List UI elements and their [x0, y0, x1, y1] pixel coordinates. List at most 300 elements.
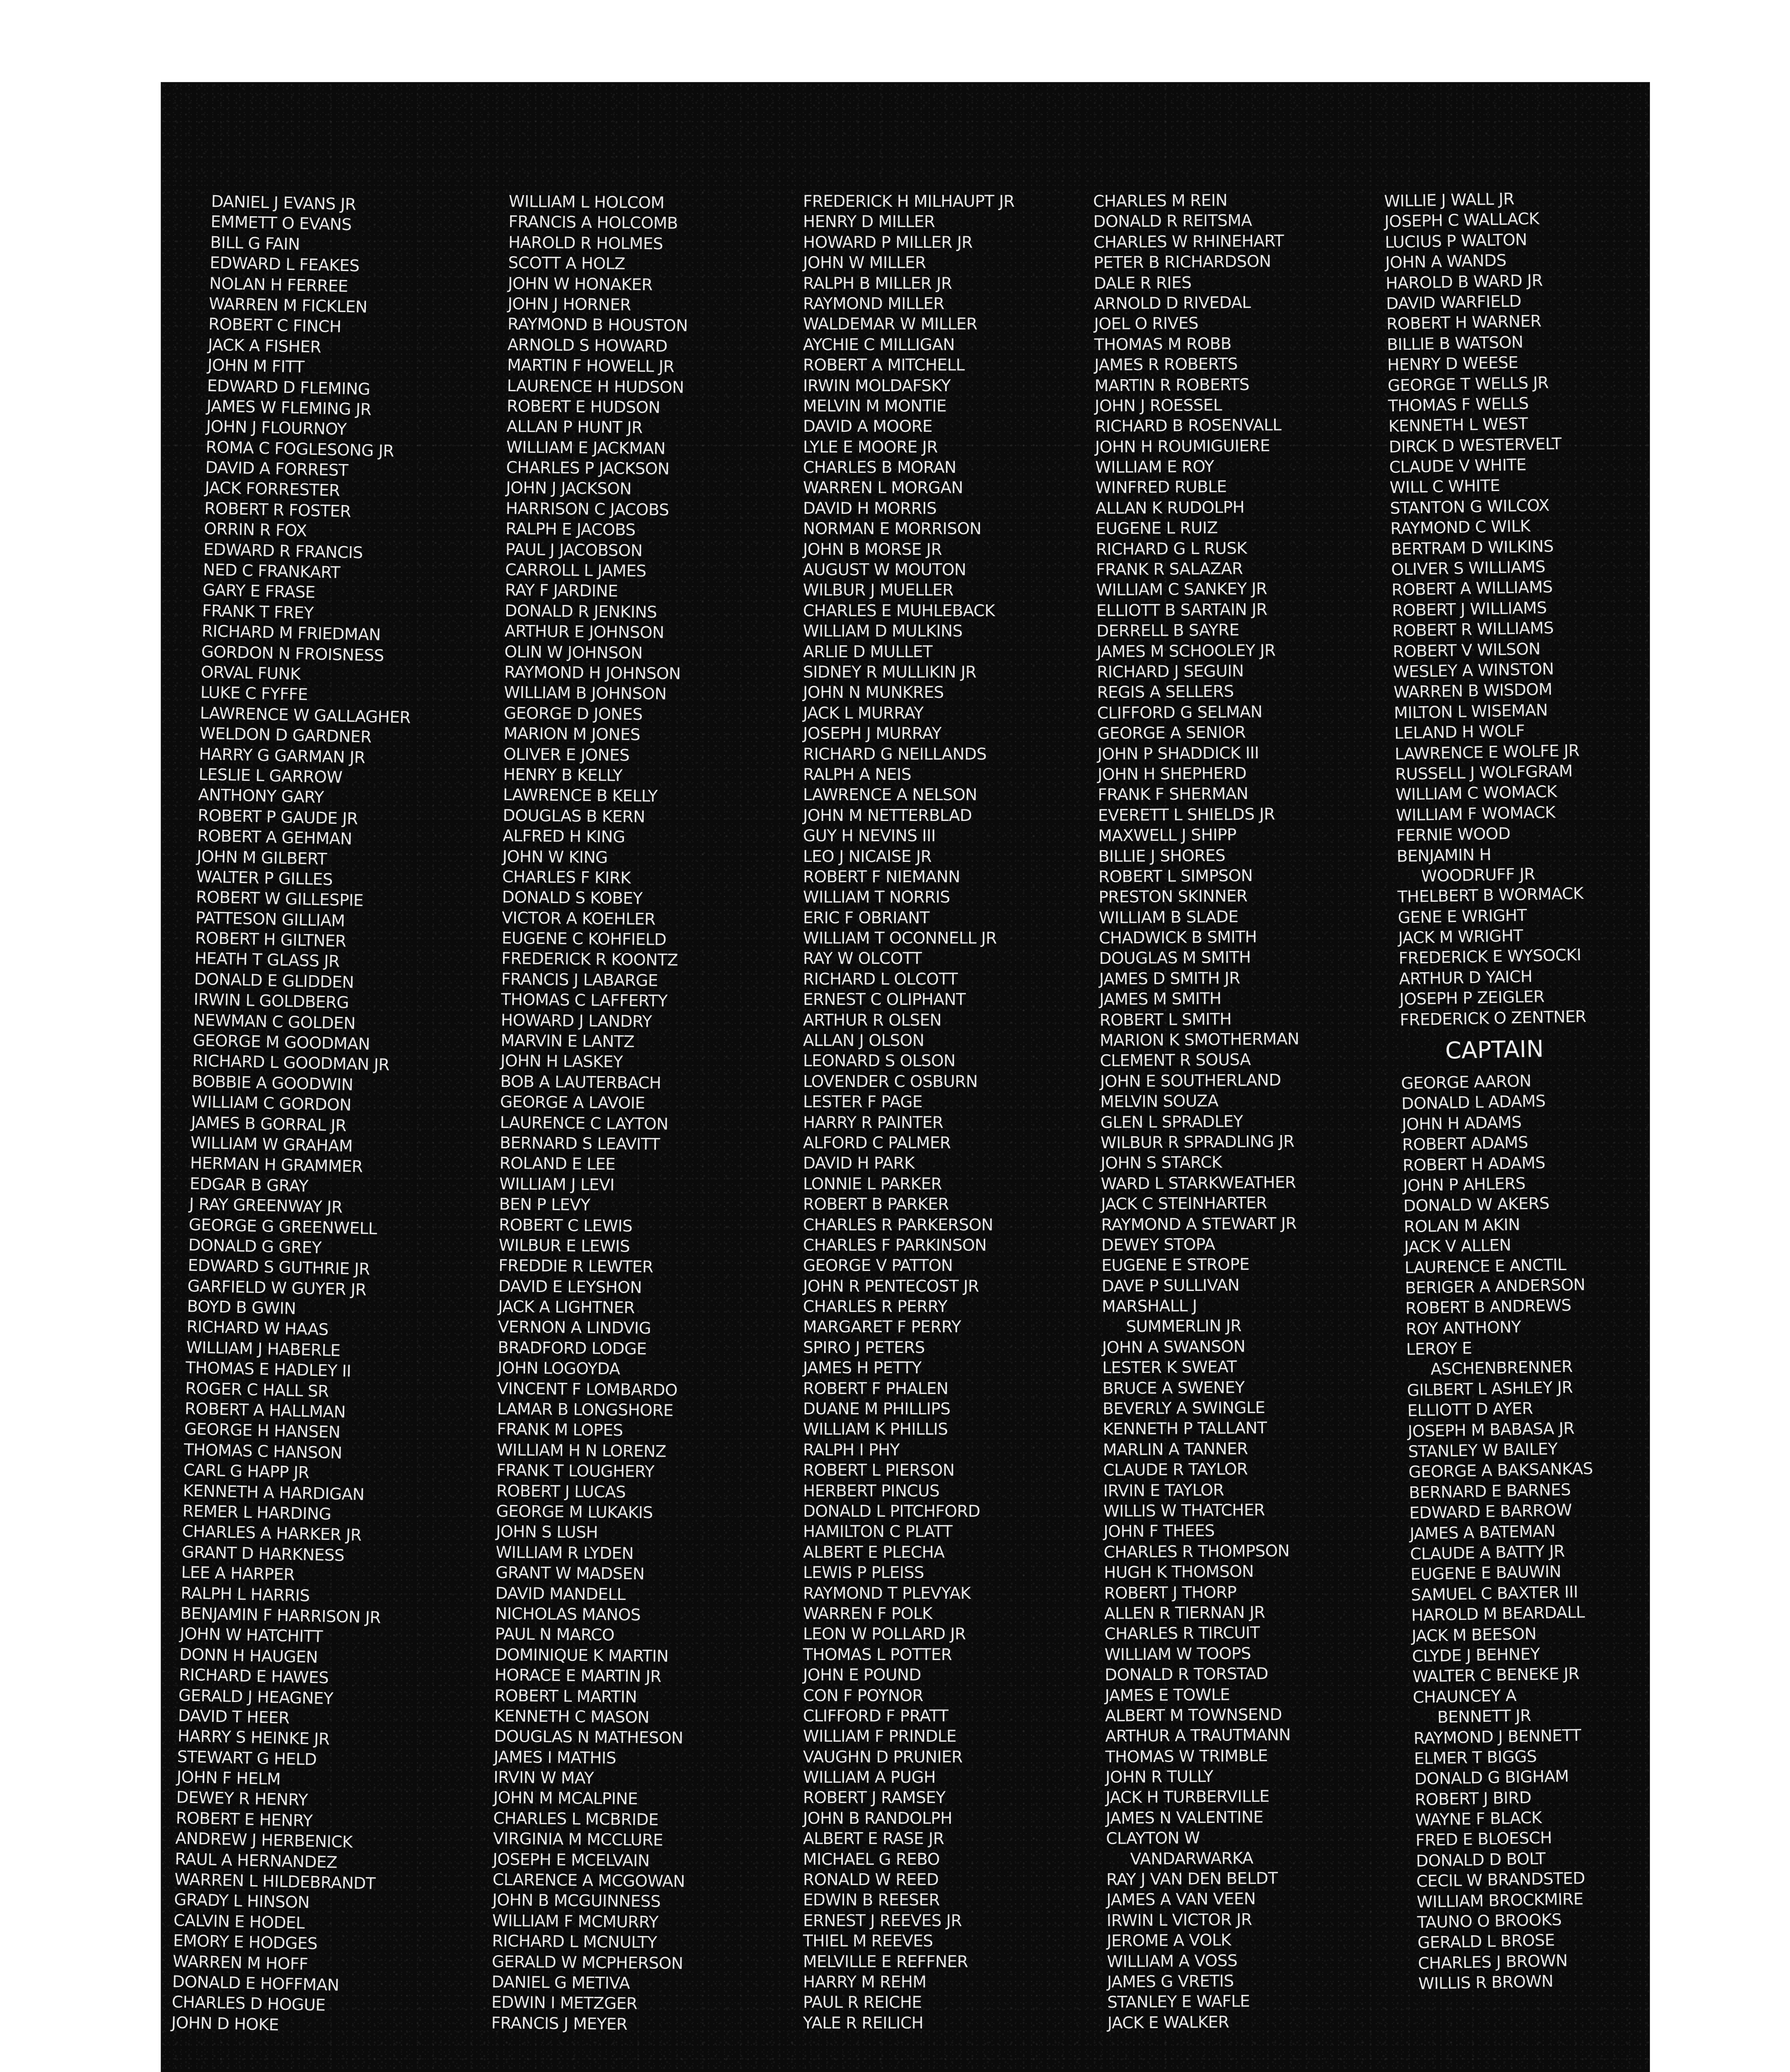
memorial-name: CHARLES B MORAN: [803, 458, 956, 477]
memorial-name: NICHOLAS MANOS: [495, 1604, 641, 1625]
memorial-name: ROBERT R WILLIAMS: [1392, 619, 1554, 641]
rank-heading-captain: CAPTAIN: [1445, 1036, 1544, 1065]
memorial-name: FRANCIS J MEYER: [491, 2014, 628, 2034]
memorial-name: BOYD B GWIN: [186, 1297, 296, 1319]
memorial-name: JACK M WRIGHT: [1398, 926, 1523, 948]
memorial-name: LAWRENCE B KELLY: [503, 786, 658, 806]
memorial-name: SCOTT A HOLZ: [508, 254, 625, 274]
memorial-name: ROBERT C LEWIS: [498, 1215, 633, 1236]
memorial-name: JOHN W KING: [502, 847, 608, 867]
memorial-name: WILLIAM BROCKMIRE: [1416, 1890, 1584, 1912]
memorial-name: WILLIAM W GRAHAM: [190, 1133, 353, 1156]
memorial-name: WALDEMAR W MILLER: [803, 315, 977, 334]
memorial-name: PAUL R REICHE: [803, 1993, 922, 2012]
memorial-name: WILBUR R SPRADLING JR: [1100, 1132, 1294, 1152]
memorial-name: JAMES H PETTY: [803, 1359, 922, 1378]
memorial-name: WILLIAM D MULKINS: [803, 622, 963, 641]
memorial-name: JOHN E POUND: [803, 1666, 921, 1685]
memorial-name: DONALD L PITCHFORD: [803, 1502, 980, 1521]
memorial-name: EVERETT L SHIELDS JR: [1098, 805, 1275, 825]
memorial-name: WARD L STARKWEATHER: [1101, 1173, 1296, 1193]
memorial-name: WILLIAM C GORDON: [191, 1092, 352, 1115]
memorial-name: GEORGE V PATTON: [803, 1256, 953, 1276]
memorial-name: FRANCIS A HOLCOMB: [508, 213, 678, 233]
memorial-name: RICHARD J SEGUIN: [1096, 662, 1244, 682]
memorial-name: ARTHUR A TRAUTMANN: [1105, 1726, 1291, 1746]
memorial-name: NORMAN E MORRISON: [803, 520, 982, 539]
memorial-name: CHARLES F KIRK: [502, 867, 631, 888]
memorial-name: ROBERT L SMITH: [1099, 1010, 1232, 1030]
names-column-2: [491, 191, 774, 2036]
memorial-name: HENRY B KELLY: [503, 765, 623, 785]
memorial-name: JAMES B GORRAL JR: [191, 1113, 347, 1135]
memorial-name: HAROLD R HOLMES: [508, 233, 663, 254]
memorial-name: JACK V ALLEN: [1404, 1236, 1512, 1257]
memorial-name: CALVIN E HODEL: [173, 1911, 305, 1933]
memorial-name: ROLAN M AKIN: [1403, 1215, 1520, 1237]
memorial-name: EUGENE E BAUWIN: [1410, 1562, 1561, 1584]
memorial-name: JOHN D HOKE: [171, 2013, 279, 2035]
memorial-name: DAVID A MOORE: [803, 417, 933, 436]
memorial-name: HARRY R PAINTER: [803, 1113, 943, 1132]
memorial-name: CHADWICK B SMITH: [1098, 928, 1257, 948]
memorial-name: JOHN R TULLY: [1105, 1767, 1214, 1787]
memorial-name: LAURENCE C LAYTON: [500, 1113, 668, 1134]
memorial-name: JOHN W HONAKER: [508, 274, 653, 294]
memorial-name: LEWIS P PLEISS: [803, 1564, 924, 1583]
memorial-name: EMMETT O EVANS: [210, 213, 352, 235]
memorial-name: LESLIE L GARROW: [198, 765, 343, 787]
memorial-name: CLAUDE A BATTY JR: [1410, 1542, 1565, 1564]
memorial-name: LELAND H WOLF: [1394, 721, 1525, 743]
memorial-name: FREDERICK H MILHAUPT JR: [803, 192, 1015, 211]
memorial-name: ROBERT R FOSTER: [204, 499, 351, 521]
memorial-name: WILLIAM A VOSS: [1107, 1951, 1238, 1971]
memorial-name: JOHN LOGOYDA: [497, 1359, 620, 1379]
memorial-name: ALBERT M TOWNSEND: [1105, 1705, 1282, 1726]
memorial-name: EDWARD E BARROW: [1409, 1501, 1572, 1523]
memorial-name: JAMES W FLEMING JR: [206, 397, 372, 419]
memorial-name: LESTER F PAGE: [803, 1093, 922, 1112]
memorial-name: WILL C WHITE: [1389, 477, 1500, 498]
memorial-name: RALPH B MILLER JR: [803, 274, 952, 293]
memorial-name: CHARLES W RHINEHART: [1093, 232, 1284, 252]
memorial-name: EDWARD S GUTHRIE JR: [187, 1256, 370, 1279]
memorial-name: ALBERT E PLECHA: [803, 1543, 945, 1562]
memorial-name: JOHN P SHADDICK III: [1097, 743, 1259, 764]
memorial-name: ROBERT J BIRD: [1415, 1788, 1532, 1809]
memorial-name: GRANT W MADSEN: [495, 1564, 645, 1584]
memorial-name: BRADFORD LODGE: [497, 1338, 647, 1359]
memorial-name: JAMES M SMITH: [1099, 989, 1222, 1009]
memorial-name: LEONARD S OLSON: [803, 1052, 955, 1071]
memorial-name: JOHN M NETTERBLAD: [803, 806, 972, 825]
memorial-name: ROBERT A GEHMAN: [197, 826, 352, 849]
memorial-name: WOODRUFF JR: [1421, 865, 1536, 886]
memorial-name: DERRELL B SAYRE: [1096, 621, 1239, 641]
memorial-name: VIRGINIA M MCCLURE: [493, 1830, 663, 1850]
memorial-name: HOWARD P MILLER JR: [803, 233, 973, 252]
memorial-name: DALE R RIES: [1093, 273, 1192, 293]
memorial-name: PAUL J JACOBSON: [505, 540, 643, 560]
memorial-name: THOMAS L POTTER: [803, 1645, 952, 1664]
memorial-name: RICHARD L OLCOTT: [803, 970, 958, 989]
memorial-name: YALE R REILICH: [803, 2014, 924, 2033]
memorial-name: CHARLES R PERRY: [803, 1297, 948, 1317]
memorial-name: JACK C STEINHARTER: [1101, 1193, 1267, 1214]
memorial-name: SPIRO J PETERS: [803, 1338, 925, 1357]
memorial-name: ROBERT A MITCHELL: [803, 356, 965, 375]
memorial-name: ARTHUR D YAICH: [1399, 967, 1533, 989]
memorial-name: JOHN B MORSE JR: [803, 540, 942, 559]
memorial-name: ROBERT E HENRY: [175, 1808, 313, 1831]
memorial-name: WILLIAM J LEVI: [499, 1174, 615, 1195]
memorial-name: TAUNO O BROOKS: [1417, 1910, 1562, 1932]
memorial-name: RICHARD L MCNULTY: [492, 1932, 657, 1952]
memorial-name: AYCHIE C MILLIGAN: [803, 335, 955, 354]
memorial-name: WAYNE F BLACK: [1415, 1808, 1542, 1830]
memorial-name: DANIEL J EVANS JR: [210, 192, 356, 214]
memorial-name: CHARLES M REIN: [1093, 191, 1228, 211]
memorial-name: JOSEPH J MURRAY: [803, 724, 942, 743]
memorial-name: WILBUR E LEWIS: [498, 1236, 630, 1256]
memorial-name: JOSEPH M BABASA JR: [1408, 1419, 1575, 1441]
memorial-name: GEORGE M LUKAKIS: [496, 1502, 653, 1523]
memorial-name: RAYMOND B HOUSTON: [507, 315, 688, 336]
memorial-name: IRVIN W MAY: [493, 1768, 594, 1788]
memorial-name: GEORGE A BAKSANKAS: [1408, 1460, 1593, 1482]
memorial-name: BERNARD E BARNES: [1408, 1480, 1571, 1503]
memorial-name: BEN P LEVY: [499, 1195, 590, 1215]
memorial-name: MELVIN M MONTIE: [803, 397, 947, 416]
memorial-name: FRANK M LOPES: [497, 1420, 623, 1440]
memorial-name: BILLIE B WATSON: [1386, 333, 1524, 354]
memorial-name: GLEN L SPRADLEY: [1100, 1112, 1243, 1132]
memorial-name: CLIFFORD G SELMAN: [1097, 702, 1263, 723]
memorial-name: EDWARD D FLEMING: [207, 376, 370, 399]
memorial-name: ELLIOTT D AYER: [1407, 1399, 1533, 1421]
memorial-name: OLIVER E JONES: [503, 745, 630, 765]
memorial-name: ROBERT J THORP: [1104, 1583, 1237, 1603]
memorial-name: CARL G HAPP JR: [183, 1461, 310, 1483]
memorial-name: VICTOR A KOEHLER: [501, 908, 656, 929]
memorial-name: ROBERT E HUDSON: [506, 397, 660, 417]
memorial-name: FRANCIS J LABARGE: [501, 970, 658, 990]
memorial-name: JOHN W MILLER: [803, 254, 926, 273]
memorial-name: BILLIE J SHORES: [1098, 846, 1226, 866]
memorial-name: ARTHUR R OLSEN: [803, 1011, 942, 1030]
memorial-name: JOHN M FITT: [207, 356, 305, 377]
memorial-name: LEROY E: [1406, 1339, 1472, 1359]
memorial-name: WILLIAM K PHILLIS: [803, 1420, 948, 1439]
memorial-name: ROBERT L PIERSON: [803, 1461, 955, 1480]
memorial-name: PETER B RICHARDSON: [1093, 252, 1271, 273]
memorial-name: HAROLD B WARD JR: [1385, 271, 1543, 293]
memorial-name: IRWIN L VICTOR JR: [1106, 1910, 1252, 1930]
memorial-name: GILBERT L ASHLEY JR: [1407, 1378, 1573, 1400]
memorial-name: GRADY L HINSON: [174, 1890, 310, 1912]
memorial-name: MICHAEL G REBO: [803, 1850, 940, 1869]
memorial-name: DOMINIQUE K MARTIN: [494, 1645, 669, 1666]
memorial-name: IRVIN E TAYLOR: [1103, 1481, 1224, 1501]
memorial-name: JOEL O RIVES: [1094, 314, 1199, 334]
memorial-name: WILLIE J WALL JR: [1384, 189, 1514, 211]
memorial-name: EDWARD R FRANCIS: [203, 540, 363, 562]
memorial-name: BENJAMIN H: [1396, 845, 1492, 866]
memorial-name: FRANK R SALAZAR: [1096, 559, 1243, 580]
memorial-name: RICHARD B ROSENVALL: [1095, 416, 1282, 436]
memorial-name: WILLIS W THATCHER: [1103, 1501, 1265, 1521]
memorial-name: WILLIAM H N LORENZ: [496, 1440, 666, 1461]
memorial-name: CARROLL L JAMES: [505, 560, 646, 581]
memorial-name: JOHN B MCGUINNESS: [492, 1891, 661, 1912]
memorial-name: HERMAN H GRAMMER: [190, 1154, 363, 1176]
memorial-name: ANTHONY GARY: [198, 785, 324, 807]
memorial-name: CHARLES P JACKSON: [506, 458, 670, 479]
memorial-name: ROMA C FOGLESONG JR: [206, 438, 394, 461]
memorial-name: RICHARD M FRIEDMAN: [201, 622, 381, 645]
memorial-name: ROBERT H GILTNER: [195, 929, 346, 951]
memorial-name: BERNARD S LEAVITT: [499, 1133, 660, 1154]
memorial-name: JOHN J ROESSEL: [1094, 396, 1222, 416]
memorial-name: BOBBIE A GOODWIN: [191, 1072, 353, 1094]
memorial-name: MELVIN SOUZA: [1100, 1092, 1219, 1112]
memorial-name: NED C FRANKART: [203, 560, 341, 583]
memorial-name: THOMAS C HANSON: [184, 1440, 342, 1463]
memorial-name: WILLIAM W TOOPS: [1104, 1644, 1251, 1664]
memorial-name: ROBERT A WILLIAMS: [1391, 578, 1553, 600]
memorial-name: FERNIE WOOD: [1396, 824, 1511, 845]
memorial-name: FRANK T FREY: [202, 601, 314, 623]
memorial-name: DEWEY R HENRY: [176, 1788, 308, 1810]
memorial-name: ROBERT B ANDREWS: [1405, 1296, 1572, 1318]
memorial-name: DOUGLAS B KERN: [503, 806, 645, 826]
memorial-name: ALFRED H KING: [502, 827, 625, 847]
memorial-name: WILLIAM L HOLCOM: [508, 192, 665, 213]
memorial-name: FREDERICK E WYSOCKI: [1398, 946, 1582, 968]
memorial-name: RICHARD G L RUSK: [1096, 539, 1247, 559]
memorial-name: GEORGE AARON: [1401, 1072, 1531, 1093]
memorial-name: JOHN F THEES: [1103, 1522, 1215, 1542]
memorial-name: HOWARD J LANDRY: [501, 1011, 652, 1031]
memorial-name: DONALD R JENKINS: [505, 601, 657, 622]
memorial-name: IRWIN MOLDAFSKY: [803, 376, 951, 395]
memorial-name: ROBERT A HALLMAN: [184, 1399, 346, 1422]
memorial-name: WILLIAM C WOMACK: [1395, 782, 1557, 805]
memorial-name: ROBERT L SIMPSON: [1098, 866, 1253, 886]
memorial-name: DAVID A FORREST: [205, 458, 348, 480]
memorial-name: WILLIAM B JOHNSON: [504, 683, 667, 704]
memorial-name: DIRCK D WESTERVELT: [1388, 434, 1562, 457]
memorial-name: THOMAS M ROBB: [1094, 334, 1231, 354]
memorial-name: JOHN M MCALPINE: [493, 1789, 638, 1809]
memorial-name: JOHN F HELM: [177, 1768, 281, 1789]
memorial-name: SUMMERLIN JR: [1126, 1317, 1242, 1336]
memorial-name: EDWIN I METZGER: [491, 1993, 638, 2014]
memorial-name: EMORY E HODGES: [173, 1932, 318, 1953]
memorial-name: GENE E WRIGHT: [1398, 906, 1527, 927]
memorial-name: PRESTON SKINNER: [1098, 887, 1248, 907]
memorial-name: JOHN S STARCK: [1101, 1153, 1222, 1173]
names-column-5-top: [1384, 186, 1665, 1031]
memorial-name: CLYDE J BEHNEY: [1412, 1645, 1540, 1666]
memorial-name: RAYMOND C WILK: [1390, 517, 1531, 539]
memorial-name: PAUL N MARCO: [495, 1625, 614, 1645]
memorial-name: WALTER C BENEKE JR: [1412, 1664, 1580, 1687]
memorial-name: JOHN H LASKEY: [500, 1052, 623, 1072]
memorial-name: THELBERT B WORMACK: [1397, 884, 1584, 907]
memorial-name: THOMAS F WELLS: [1388, 394, 1529, 416]
memorial-name: BENJAMIN F HARRISON JR: [180, 1604, 381, 1627]
memorial-name: BENNETT JR: [1437, 1706, 1531, 1727]
memorial-name: STANTON G WILCOX: [1390, 496, 1550, 518]
memorial-name: GARFIELD W GUYER JR: [187, 1277, 367, 1300]
memorial-name: CHARLES R THOMPSON: [1103, 1542, 1290, 1562]
memorial-name: MARION K SMOTHERMAN: [1099, 1030, 1299, 1050]
memorial-name: DONALD E GLIDDEN: [194, 970, 354, 992]
memorial-name: WARREN M HOFF: [172, 1952, 308, 1974]
memorial-name: HAROLD M BEARDALL: [1411, 1603, 1585, 1625]
memorial-name: ROBERT W GILLESPIE: [196, 888, 364, 910]
memorial-name: WILLIS R BROWN: [1418, 1972, 1553, 1994]
memorial-name: HENRY D WEESE: [1387, 353, 1519, 375]
memorial-name: GARY E FRASE: [202, 581, 316, 603]
memorial-name: JAMES G VRETIS: [1107, 1972, 1234, 1992]
memorial-name: WILLIAM J HABERLE: [186, 1338, 341, 1360]
memorial-name: GRANT D HARKNESS: [181, 1543, 345, 1565]
memorial-name: ROBERT P GAUDE JR: [197, 806, 358, 828]
memorial-name: REMER L HARDING: [182, 1502, 331, 1524]
memorial-name: VERNON A LINDVIG: [498, 1318, 651, 1338]
memorial-name: ROBERT F PHALEN: [803, 1379, 948, 1398]
memorial-name: JOHN B RANDOLPH: [803, 1809, 952, 1828]
memorial-name: ARNOLD S HOWARD: [507, 335, 668, 356]
memorial-name: AUGUST W MOUTON: [803, 561, 966, 580]
memorial-name: JOHN H ADAMS: [1401, 1113, 1522, 1134]
memorial-name: RALPH A NEIS: [803, 765, 912, 784]
memorial-name: WILLIAM T OCONNELL JR: [803, 929, 997, 948]
memorial-name: ELLIOTT B SARTAIN JR: [1096, 600, 1268, 620]
memorial-name: WARREN L MORGAN: [803, 479, 963, 498]
memorial-name: EDWIN B REESER: [803, 1891, 940, 1910]
memorial-name: CHARLES A HARKER JR: [181, 1522, 362, 1545]
memorial-name: OLIVER S WILLIAMS: [1391, 557, 1546, 579]
memorial-name: HENRY D MILLER: [803, 213, 935, 232]
memorial-name: DOUGLAS M SMITH: [1099, 948, 1251, 968]
memorial-name: RAY F JARDINE: [505, 581, 618, 601]
memorial-name: DUANE M PHILLIPS: [803, 1400, 951, 1419]
memorial-name: DONN H HAUGEN: [179, 1645, 318, 1667]
memorial-name: ROBERT ADAMS: [1402, 1133, 1529, 1155]
memorial-name: ROBERT L MARTIN: [494, 1686, 637, 1706]
memorial-name: CLEMENT R SOUSA: [1100, 1051, 1251, 1071]
memorial-name: JOHN J HORNER: [508, 294, 631, 315]
memorial-name: LAMAR B LONGSHORE: [497, 1399, 674, 1420]
names-column-5: [1384, 186, 1684, 1995]
memorial-name: HAMILTON C PLATT: [803, 1523, 953, 1542]
memorial-name: BERTRAM D WILKINS: [1391, 537, 1554, 559]
memorial-name: LAWRENCE E WOLFE JR: [1394, 741, 1580, 764]
memorial-name: GEORGE H HANSEN: [184, 1420, 341, 1442]
memorial-name: LYLE E MOORE JR: [803, 438, 938, 457]
memorial-name: LUKE C FYFFE: [200, 683, 308, 704]
memorial-name: CHARLES J BROWN: [1417, 1951, 1568, 1973]
memorial-name: RAYMOND A STEWART JR: [1101, 1214, 1297, 1234]
memorial-name: HERBERT PINCUS: [803, 1481, 940, 1501]
memorial-name: DONALD L ADAMS: [1401, 1092, 1546, 1113]
memorial-name: EUGENE E STROPE: [1101, 1255, 1250, 1276]
memorial-name: MARTIN F HOWELL JR: [507, 356, 675, 376]
memorial-name: JAMES N VALENTINE: [1105, 1808, 1263, 1828]
memorial-name: MELVILLE E REFFNER: [803, 1952, 968, 1971]
memorial-name: CLAUDE R TAYLOR: [1103, 1460, 1248, 1480]
memorial-name: JOHN J JACKSON: [506, 479, 632, 499]
memorial-name: JAMES A BATEMAN: [1409, 1522, 1555, 1544]
memorial-name: JOHN R PENTECOST JR: [803, 1277, 979, 1296]
memorial-name: STANLEY E WAFLE: [1107, 1992, 1250, 2012]
memorial-name: CHARLES D HOGUE: [172, 1993, 326, 2015]
memorial-name: HARRY M REHM: [803, 1973, 926, 1992]
memorial-name: LOVENDER C OSBURN: [803, 1072, 978, 1091]
memorial-name: WILLIAM T NORRIS: [803, 888, 950, 907]
memorial-name: JOHN J FLOURNOY: [206, 417, 347, 439]
memorial-name: GEORGE A SENIOR: [1097, 723, 1246, 743]
memorial-name: FRANK F SHERMAN: [1098, 784, 1248, 805]
memorial-name: JACK FORRESTER: [204, 479, 340, 501]
memorial-name: KENNETH L WEST: [1388, 414, 1528, 436]
memorial-name: WARREN B WISDOM: [1393, 680, 1553, 702]
memorial-name: CHARLES R PARKERSON: [803, 1215, 993, 1234]
memorial-name: SAMUEL C BAXTER III: [1410, 1583, 1578, 1605]
memorial-name: FRED E BLOESCH: [1415, 1829, 1552, 1850]
memorial-name: CLIFFORD F PRATT: [803, 1706, 948, 1726]
memorial-name: RICHARD G NEILLANDS: [803, 745, 987, 764]
memorial-name: RONALD W REED: [803, 1871, 939, 1890]
memorial-name: GEORGE G GREENWELL: [189, 1215, 377, 1238]
memorial-name: CLARENCE A MCGOWAN: [492, 1870, 685, 1891]
memorial-name: HORACE E MARTIN JR: [494, 1665, 661, 1686]
memorial-name: HARRISON C JACOBS: [506, 499, 669, 520]
memorial-name: DAVE P SULLIVAN: [1101, 1276, 1240, 1296]
memorial-name: DAVID T HEER: [178, 1706, 290, 1728]
memorial-name: ROBERT C FINCH: [208, 315, 341, 337]
memorial-name: JEROME A VOLK: [1106, 1931, 1231, 1951]
memorial-name: ALLAN J OLSON: [803, 1031, 924, 1051]
memorial-name: KENNETH P TALLANT: [1103, 1419, 1267, 1439]
memorial-name: LESTER K SWEAT: [1102, 1358, 1237, 1378]
memorial-name: JOHN H SHEPHERD: [1097, 764, 1247, 784]
memorial-name: SIDNEY R MULLIKIN JR: [803, 663, 977, 682]
memorial-name: JOHN A SWANSON: [1102, 1337, 1246, 1357]
memorial-name: JACK E WALKER: [1107, 2013, 1229, 2033]
memorial-name: RICHARD L GOODMAN JR: [192, 1051, 390, 1075]
memorial-name: J RAY GREENWAY JR: [189, 1195, 343, 1217]
memorial-name: PATTESON GILLIAM: [195, 908, 345, 931]
memorial-name: CLAUDE V WHITE: [1389, 455, 1526, 477]
memorial-name: ROBERT F NIEMANN: [803, 867, 960, 886]
memorial-name: WESLEY A WINSTON: [1393, 660, 1554, 682]
memorial-name: JACK L MURRAY: [803, 704, 924, 723]
memorial-name: JAMES D SMITH JR: [1099, 969, 1240, 989]
memorial-name: DAVID WARFIELD: [1386, 292, 1522, 313]
memorial-name: JAMES R ROBERTS: [1094, 355, 1238, 375]
memorial-name: WINFRED RUBLE: [1095, 477, 1227, 498]
memorial-name: GEORGE A LAVOIE: [500, 1093, 645, 1113]
memorial-name: ALLAN K RUDOLPH: [1095, 498, 1245, 518]
memorial-name: CHARLES R TIRCUIT: [1104, 1624, 1260, 1644]
memorial-name: JACK M BEESON: [1411, 1624, 1537, 1646]
memorial-name: ROBERT V WILSON: [1392, 639, 1541, 661]
